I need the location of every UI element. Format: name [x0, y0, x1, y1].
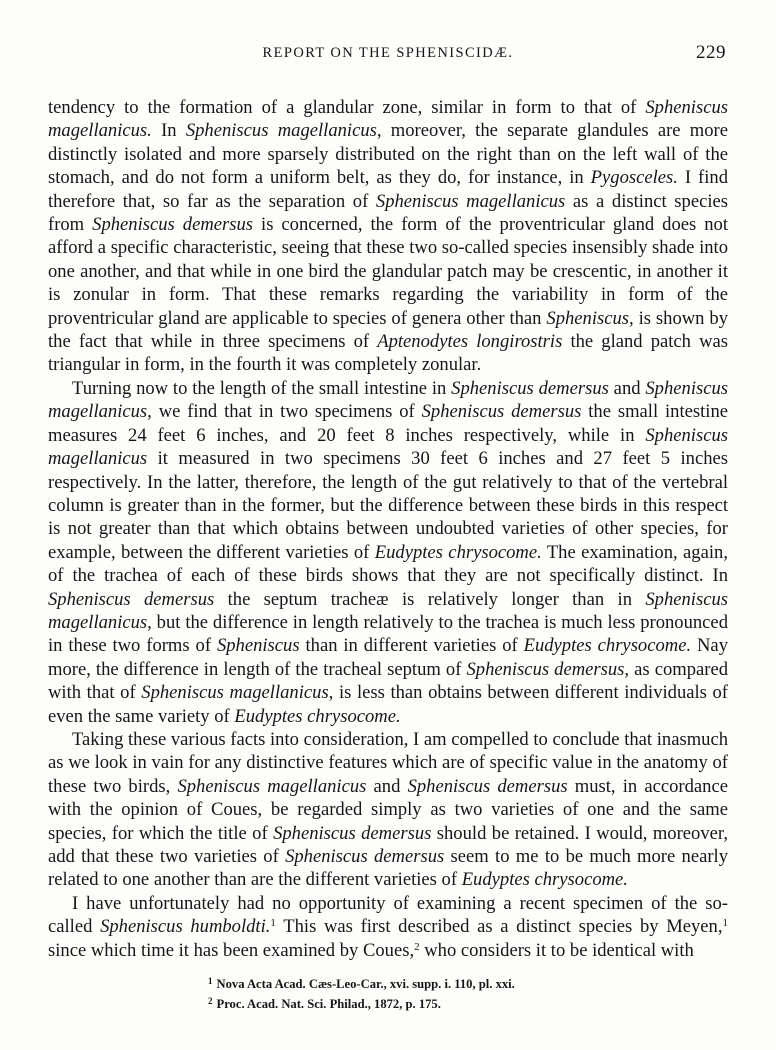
text-run: as compared with that of: [48, 658, 728, 704]
text-run: and: [608, 377, 646, 399]
footnote-reference: 1: [722, 917, 728, 930]
text-run: is less than obtains between different individuals of even the same variety of: [48, 682, 729, 727]
italic-term: Spheniscus magellanicus: [375, 190, 566, 212]
text-run: it measured in two specimens 30 feet 6 inches and 27 feet 5 inches respectively. In the latter, therefore, the length of the gut relatively to that of the vertebral column is greater than in the former, but the difference between these birds in this respect is not greater than that which obtains between undoubted varieties of other species, for example, between the different varieties of: [48, 448, 728, 563]
italic-term: Spheniscus magellanicus,: [141, 682, 334, 704]
text-run: the gland patch was triangular in form, in the fourth it was completely zonular.: [48, 331, 728, 376]
italic-term: Spheniscus humboldti.: [100, 916, 271, 938]
italic-term: Eudyptes chrysocome.: [374, 541, 542, 563]
footnote-text: Proc. Acad. Nat. Sci. Philad., 1872, p. 175.: [216, 997, 441, 1012]
italic-term: Spheniscus: [216, 635, 300, 657]
paragraph: [48, 96, 728, 377]
text-run: must, in accordance with the opinion of Coues, be regarded simply as two varieties of one and the same species, for which the title of: [48, 775, 728, 844]
text-run: tendency to the formation of a glandular zone, similar in form to that of: [48, 97, 646, 118]
paragraph: [48, 728, 728, 892]
text-run: moreover, the separate glandules are more distinctly isolated and more sparsely distributed on the right than on the left wall of the stomach, and do not form a uniform belt, as they do, for instance, in: [48, 120, 728, 189]
text-run: and: [366, 775, 408, 797]
text-run: since which time it has been examined by Coues,: [48, 939, 415, 961]
text-run: Turning now to the length of the small intestine in: [72, 377, 452, 399]
italic-term: Spheniscus demersus: [273, 822, 432, 844]
running-header: [48, 42, 728, 68]
italic-term: Spheniscus magellanicus.: [48, 97, 728, 142]
text-run: Taking these various facts into consideration, I am compelled to conclude that inasmuch as we look in vain for any distinctive features which are of specific value in the anatomy of these two birds,: [48, 728, 729, 797]
italic-term: Aptenodytes longirostris: [377, 331, 563, 353]
text-run: as a distinct species from: [48, 190, 728, 236]
italic-term: Eudyptes chrysocome.: [234, 705, 401, 727]
footnote: [208, 973, 728, 993]
italic-term: Eudyptes chrysocome.: [523, 635, 692, 657]
footnote: [208, 993, 728, 1013]
italic-term: Spheniscus magellanicus,: [185, 120, 382, 142]
body-text: [48, 96, 728, 962]
italic-term: Spheniscus demersus: [48, 588, 215, 610]
page: [48, 42, 728, 1013]
italic-term: Spheniscus demersus: [92, 214, 254, 236]
italic-term: Spheniscus demersus: [451, 377, 609, 399]
page-number: 229: [696, 42, 726, 63]
text-run: than in different varieties of: [299, 635, 524, 657]
text-run: The examination, again, of the trachea of each of these birds shows that they are not specifically distinct. In: [48, 541, 728, 587]
paragraph: [48, 892, 728, 962]
text-run: Nay more, the difference in length of the tracheal septum of: [48, 635, 728, 680]
italic-term: Pygosceles.: [590, 167, 678, 189]
italic-term: Spheniscus demersus,: [466, 658, 630, 680]
italic-term: Spheniscus magellanicus: [48, 424, 728, 470]
italic-term: Eudyptes chrysocome.: [461, 869, 628, 891]
text-run: should be retained. I would, moreover, add that these two varieties of: [48, 822, 728, 867]
text-run: In: [151, 120, 186, 142]
text-run: the septum tracheæ is relatively longer than in: [214, 588, 646, 610]
text-run: I find therefore that, so far as the separation of: [48, 167, 728, 212]
italic-term: Spheniscus demersus: [407, 775, 568, 797]
text-run: who considers it to be identical with: [419, 939, 694, 961]
italic-term: Spheniscus demersus: [421, 401, 582, 423]
italic-term: Spheniscus magellanicus,: [48, 588, 728, 633]
italic-term: Spheniscus magellanicus,: [48, 377, 729, 423]
text-run: seem to me to be much more nearly related to one another than are the different varieties of: [48, 846, 728, 891]
text-run: we find that in two specimens of: [151, 401, 422, 423]
paragraph: [48, 377, 728, 728]
text-run: is shown by the fact that while in three specimens of: [48, 307, 728, 353]
italic-term: Spheniscus demersus: [285, 846, 445, 867]
footnote-mark: 2: [208, 996, 213, 1007]
text-run: This was first described as a distinct species by Meyen,: [275, 916, 723, 938]
text-run: the small intestine measures 24 feet 6 inches, and 20 feet 8 inches respectively, while in: [48, 401, 728, 446]
running-title: REPORT ON THE SPHENISCIDÆ.: [262, 45, 514, 61]
footnote-reference: 2: [414, 940, 420, 953]
text-run: I have unfortunately had no opportunity of examining a recent specimen of the so-called: [48, 892, 728, 938]
footnote-reference: 1: [270, 917, 276, 930]
footnotes: [208, 973, 728, 1013]
text-run: but the difference in length relatively to the trachea is much less pronounced in these two forms of: [48, 611, 728, 657]
footnote-text: Nova Acta Acad. Cæs-Leo-Car., xvi. supp. i. 110, pl. xxi.: [216, 977, 515, 992]
text-run: is concerned, the form of the proventricular gland does not afford a specific characteristic, seeing that these two so-called species insensibly shade into one another, and that while in one bird the glandular patch may be crescentic, in another it is zonular in form. That these remarks regarding the variability in form of the proventricular gland are applicable to species of genera other than: [48, 214, 729, 329]
italic-term: Spheniscus,: [546, 307, 634, 329]
italic-term: Spheniscus magellanicus: [177, 775, 367, 797]
footnote-mark: 1: [208, 976, 213, 987]
